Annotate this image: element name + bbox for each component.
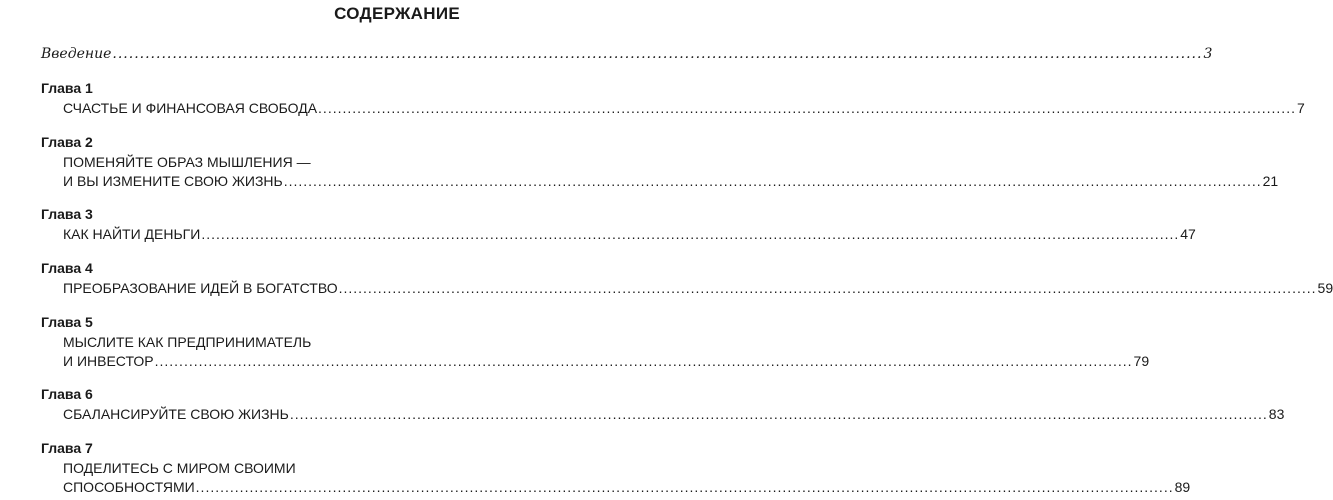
dot-leader: ........................................................................................................................................................................................................ [195, 479, 1174, 495]
entry-title: СЧАСТЬЕ И ФИНАНСОВАЯ СВОБОДА [63, 100, 318, 116]
page-number: 59 [1317, 280, 1333, 296]
page-number: 3 [1203, 46, 1213, 62]
entry-title-line: ПОДЕЛИТЕСЬ С МИРОМ СВОИМИ [63, 460, 296, 476]
chapter-label: Глава 6 [41, 386, 93, 402]
entry-title: Введение [41, 46, 112, 62]
entry-title: И ВЫ ИЗМЕНИТЕ СВОЮ ЖИЗНЬ [63, 173, 283, 189]
toc-entry-chapter-1[interactable] [63, 99, 1305, 117]
entry-title: СПОСОБНОСТЯМИ [63, 479, 195, 495]
page-number: 89 [1174, 479, 1191, 495]
entry-title-line: ПОМЕНЯЙТЕ ОБРАЗ МЫШЛЕНИЯ — [63, 154, 311, 170]
dot-leader: ........................................................................................................................................................................................................ [318, 100, 1296, 116]
entry-title: КАК НАЙТИ ДЕНЬГИ [63, 226, 201, 242]
chapter-label: Глава 7 [41, 440, 93, 456]
chapter-label: Глава 2 [41, 134, 93, 150]
chapter-label: Глава 1 [41, 80, 93, 96]
dot-leader: ........................................................................................................................................................................................................ [283, 173, 1262, 189]
page-number: 7 [1296, 100, 1305, 116]
entry-title: И ИНВЕСТОР [63, 353, 154, 369]
entry-title: ПРЕОБРАЗОВАНИЕ ИДЕЙ В БОГАТСТВО [63, 280, 338, 296]
toc-entry-chapter-3[interactable] [63, 225, 1196, 243]
page-number: 79 [1133, 353, 1150, 369]
toc-entry-chapter-6[interactable] [63, 405, 1285, 423]
entry-title-line: МЫСЛИТЕ КАК ПРЕДПРИНИМАТЕЛЬ [63, 334, 312, 350]
dot-leader: ........................................................................................................................................................................................................ [154, 353, 1133, 369]
toc-entry-chapter-7[interactable] [63, 478, 1191, 496]
toc-entry-intro[interactable] [41, 45, 1213, 63]
chapter-label: Глава 4 [41, 260, 93, 276]
chapter-label: Глава 5 [41, 314, 93, 330]
toc-entry-chapter-4[interactable] [63, 279, 1333, 297]
dot-leader: ........................................................................................................................................................................................................ [289, 406, 1268, 422]
entry-title: СБАЛАНСИРУЙТЕ СВОЮ ЖИЗНЬ [63, 406, 289, 422]
toc-entry-chapter-2[interactable] [63, 172, 1279, 190]
page-number: 47 [1180, 226, 1196, 242]
page-number: 83 [1268, 406, 1285, 422]
toc-title: СОДЕРЖАНИЕ [334, 4, 460, 23]
toc-entry-chapter-5[interactable] [63, 352, 1150, 370]
dot-leader: ........................................................................................................................................................................................................ [338, 280, 1317, 296]
page-number: 21 [1262, 173, 1279, 189]
dot-leader: ........................................................................................................................................................................................................ [201, 226, 1180, 242]
chapter-label: Глава 3 [41, 206, 93, 222]
dot-leader: ........................................................................................................................................................................................................ [112, 46, 1203, 62]
